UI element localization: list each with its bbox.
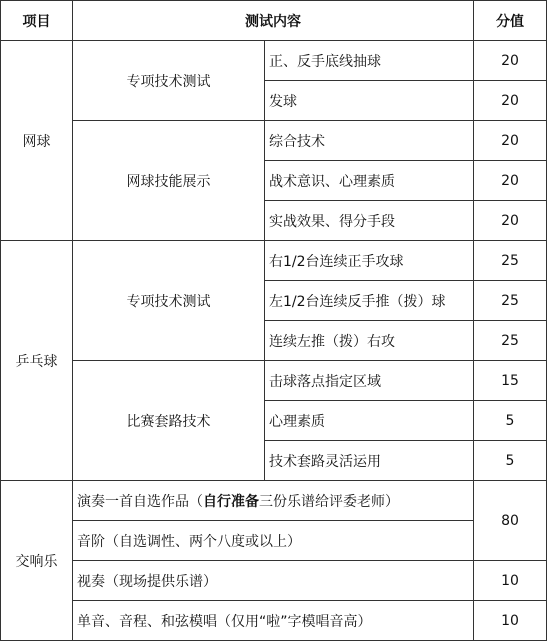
category-cell: 网球技能展示 xyxy=(73,121,265,241)
item-cell: 视奏（现场提供乐谱） xyxy=(73,561,474,601)
category-cell: 比赛套路技术 xyxy=(73,361,265,481)
table-row xyxy=(1,241,547,281)
score-cell: 25 xyxy=(474,241,547,281)
item-cell: 综合技术 xyxy=(265,121,474,161)
score-cell: 20 xyxy=(474,161,547,201)
score-cell: 10 xyxy=(474,561,547,601)
header-content: 测试内容 xyxy=(73,1,474,41)
score-cell: 25 xyxy=(474,321,547,361)
item-cell: 战术意识、心理素质 xyxy=(265,161,474,201)
item-text-bold: 自行准备 xyxy=(203,493,259,510)
category-cell: 专项技术测试 xyxy=(73,41,265,121)
item-cell: 技术套路灵活运用 xyxy=(265,441,474,481)
header-score: 分值 xyxy=(474,1,547,41)
item-cell: 音阶（自选调性、两个八度或以上） xyxy=(73,521,474,561)
score-cell: 20 xyxy=(474,41,547,81)
header-row xyxy=(1,1,547,41)
score-cell: 20 xyxy=(474,121,547,161)
table-row xyxy=(1,361,547,401)
item-text-post: 三份乐谱给评委老师） xyxy=(259,493,399,510)
score-cell: 20 xyxy=(474,81,547,121)
project-cell: 网球 xyxy=(1,41,73,241)
score-cell: 10 xyxy=(474,601,547,641)
table-row xyxy=(1,521,547,561)
item-text-pre: 演奏一首自选作品（ xyxy=(77,493,203,510)
table-row xyxy=(1,121,547,161)
header-project: 项目 xyxy=(1,1,73,41)
item-cell: 正、反手底线抽球 xyxy=(265,41,474,81)
item-cell: 左1/2台连续反手推（拨）球 xyxy=(265,281,474,321)
item-cell: 右1/2台连续正手攻球 xyxy=(265,241,474,281)
score-cell: 5 xyxy=(474,441,547,481)
project-cell: 交响乐 xyxy=(1,481,73,641)
item-cell: 实战效果、得分手段 xyxy=(265,201,474,241)
table-row xyxy=(1,481,547,521)
item-cell: 单音、音程、和弦模唱（仅用“啦”字模唱音高） xyxy=(73,601,474,641)
score-cell: 5 xyxy=(474,401,547,441)
table-row xyxy=(1,601,547,641)
table-row xyxy=(1,41,547,81)
category-cell: 专项技术测试 xyxy=(73,241,265,361)
score-cell: 15 xyxy=(474,361,547,401)
table-row xyxy=(1,561,547,601)
item-cell: 连续左推（拨）右攻 xyxy=(265,321,474,361)
item-cell: 击球落点指定区域 xyxy=(265,361,474,401)
item-cell: 心理素质 xyxy=(265,401,474,441)
score-cell: 80 xyxy=(474,481,547,561)
project-cell: 乒乓球 xyxy=(1,241,73,481)
item-cell: 发球 xyxy=(265,81,474,121)
score-cell: 25 xyxy=(474,281,547,321)
score-cell: 20 xyxy=(474,201,547,241)
item-cell xyxy=(73,481,474,521)
